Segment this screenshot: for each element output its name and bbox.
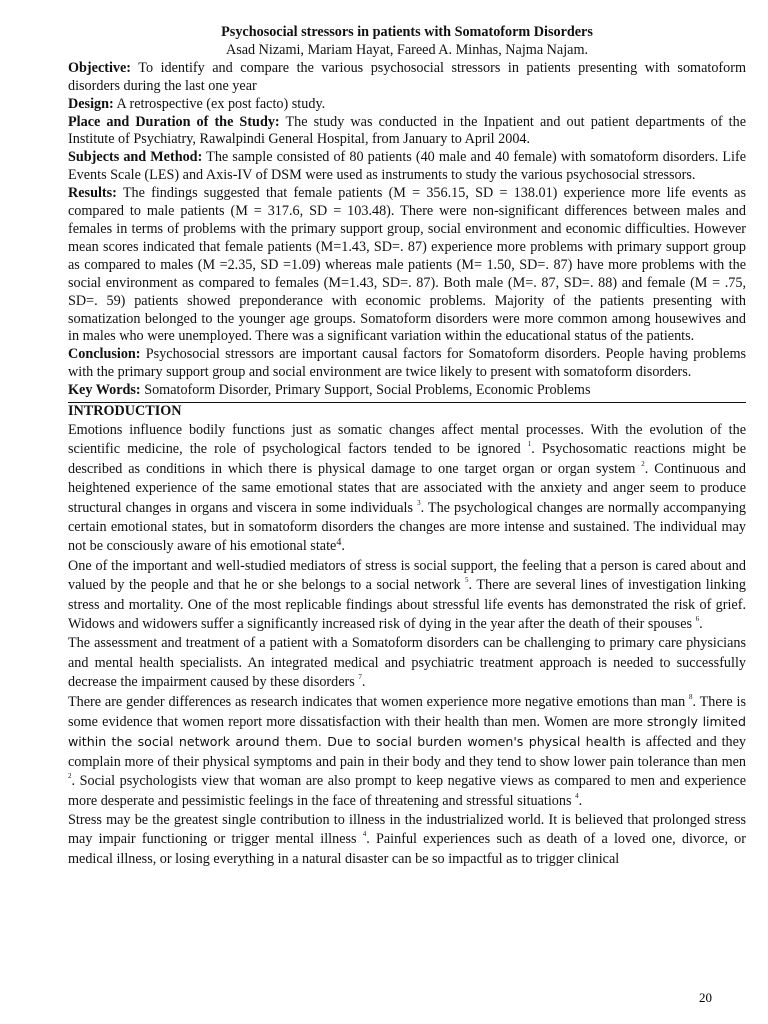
intro-p1-text-a: Emotions influence bodily functions just as somatic changes affect mental processes. With the evolution of the scientific medicine, the role of psychological factors tended to be ignored <box>68 421 746 458</box>
abstract-place <box>68 114 746 150</box>
intro-p4-text-e: . Social psychologists view that woman are also prompt to keep negative views as compared to men and experience more desperate and pessimistic feelings in the face of threatening and stressful situations <box>68 773 746 809</box>
intro-p1-text-b: . Psychosomatic reactions might be described as conditions in which there is physical damage to one target organ or organ system <box>68 441 747 477</box>
abstract-keywords <box>68 382 746 400</box>
conclusion-label: Conclusion: <box>68 346 141 363</box>
intro-p2-text-a: One of the important and well-studied mediators of stress is social support, the feeling that a person is cared about and valued by the people and that he or she belongs to a social network <box>68 557 746 594</box>
intro-p3-text-a: The assessment and treatment of a patient with a Somatoform disorders can be challenging to primary care physicians and mental health specialists. An integrated medical and psychiatric treatment approach is needed to successfully decrease the impairment caused by these disorders <box>68 635 746 691</box>
intro-p1-text-e: . <box>341 538 345 555</box>
introduction-heading: INTRODUCTION <box>68 402 746 421</box>
subjects-text: The sample consisted of 80 patients (40 male and 40 female) with somatoform disorders. Life Events Scale (LES) and Axis-IV of DSM were used as instruments to study the various psychosocial stressors. <box>68 149 747 184</box>
results-text: The findings suggested that female patients (M = 356.15, SD = 138.01) experience more life events as compared to male patients (M = 317.6, SD = 103.48). There were non-significant differences between males and females in terms of problems with the primary support group, social environment and economic difficulties. However mean scores indicated that female patients (M=1.43, SD=. 87) experience more problems with primary support group as compared to males (M =2.35, SD =1.09) whereas male patients (M= 1.50, SD=. 87) have more problems with the social environment as compared to females (M=1.43, SD=. 87). Both male (M=. 87, SD=. 88) and female (M = .75, SD=. 59) patients showed preponderance with economic problems. Majority of the patients presenting with somatization belonged to the younger age groups. Somatoform disorders were more common among housewives and in males who were unemployed. There was a significant variation within the educational status of the patients. <box>68 185 746 345</box>
citation-ref: 3 <box>417 498 421 507</box>
citation-ref: 1 <box>527 440 532 449</box>
keywords-label: Key Words: <box>68 382 141 399</box>
design-text: A retrospective (ex post facto) study. <box>116 95 326 112</box>
intro-p2-text-b: . There are several lines of investigation linking stress and mortality. One of the most replicable findings about stressful life events has demonstrated the risk of grief. Widows and widowers suffer a significantly increased risk of dying in the year after the death of their spouses <box>68 577 746 632</box>
objective-label: Objective: <box>68 59 132 76</box>
intro-p4-text-b: . There is some evidence that women report more dissatisfaction with their health than men. Women are more <box>68 693 746 731</box>
place-text: The study was conducted in the Inpatient and out patient departments of the Institute of Psychiatry, Rawalpindi General Hospital, from January to April 2004. <box>68 113 747 148</box>
citation-ref: 4 <box>362 830 367 839</box>
abstract-design <box>68 96 746 114</box>
intro-paragraph-2 <box>68 557 746 635</box>
citation-ref: 7 <box>358 673 362 682</box>
intro-p4-text-f: . <box>578 792 583 809</box>
intro-paragraph-4 <box>68 693 746 811</box>
citation-ref: 8 <box>689 692 693 701</box>
abstract-subjects <box>68 149 746 185</box>
intro-p1-text-d: . The psychological changes are normally accompanying certain emotional states, but in somatoform disorders the changes are more intense and sustained. The individual may not be consciously aware of his emotional state <box>68 499 746 555</box>
intro-paragraph-5 <box>68 811 746 869</box>
intro-p2-text-c: . <box>699 616 703 632</box>
page-number: 20 <box>699 990 712 1005</box>
paper-page <box>68 24 746 869</box>
intro-p4-text-c: strongly limited within the social network around them. Due to social burden women's physical health is <box>68 714 747 750</box>
abstract-objective <box>68 60 746 96</box>
objective-text: To identify and compare the various psychosocial stressors in patients presenting with somatoform disorders during the last one year <box>68 59 746 94</box>
intro-p3-text-b: . <box>361 674 366 691</box>
intro-p5-text-a: Stress may be the greatest single contribution to illness in the industrialized world. It is believed that prolonged stress may impair functioning or trigger mental illness <box>68 812 746 848</box>
conclusion-text: Psychosocial stressors are important causal factors for Somatoform disorders. People having problems with the primary support group and social environment are twice likely to present with somatoform disorders. <box>68 346 746 381</box>
intro-p5-text-b: . Painful experiences such as death of a loved one, divorce, or medical illness, or losing everything in a natural disaster can be so impactful as to trigger clinical <box>68 831 747 867</box>
subjects-label: Subjects and Method: <box>68 149 203 166</box>
intro-paragraph-1 <box>68 421 746 557</box>
citation-ref: 5 <box>465 576 469 585</box>
citation-ref: 2 <box>68 772 72 781</box>
place-label: Place and Duration of the Study: <box>68 113 280 130</box>
intro-p4-text-d: affected and they complain more of their physical symptoms and pain in their body and they tend to show lower pain tolerance than men <box>68 734 746 770</box>
intro-p1-text-c: . Continuous and heightened experience of the same emotional states that are associated with the anxiety and anger seem to produce structural changes in organs and viscera in some individuals <box>68 460 746 516</box>
citation-ref: 4 <box>336 537 342 549</box>
paper-title: Psychosocial stressors in patients with Somatoform Disorders <box>221 24 593 40</box>
citation-ref: 4 <box>575 791 579 800</box>
design-label: Design: <box>68 95 114 112</box>
citation-ref: 6 <box>695 615 700 623</box>
abstract-results <box>68 185 746 346</box>
intro-p4-text-a: There are gender differences as research indicates that women experience more negative emotions than man <box>68 693 686 710</box>
keywords-text: Somatoform Disorder, Primary Support, Social Problems, Economic Problems <box>144 382 591 399</box>
citation-ref: 2 <box>641 459 645 468</box>
abstract-conclusion <box>68 346 746 382</box>
intro-paragraph-3 <box>68 634 746 692</box>
author-list: Asad Nizami, Mariam Hayat, Fareed A. Minhas, Najma Najam. <box>225 41 589 58</box>
results-label: Results: <box>68 185 117 202</box>
